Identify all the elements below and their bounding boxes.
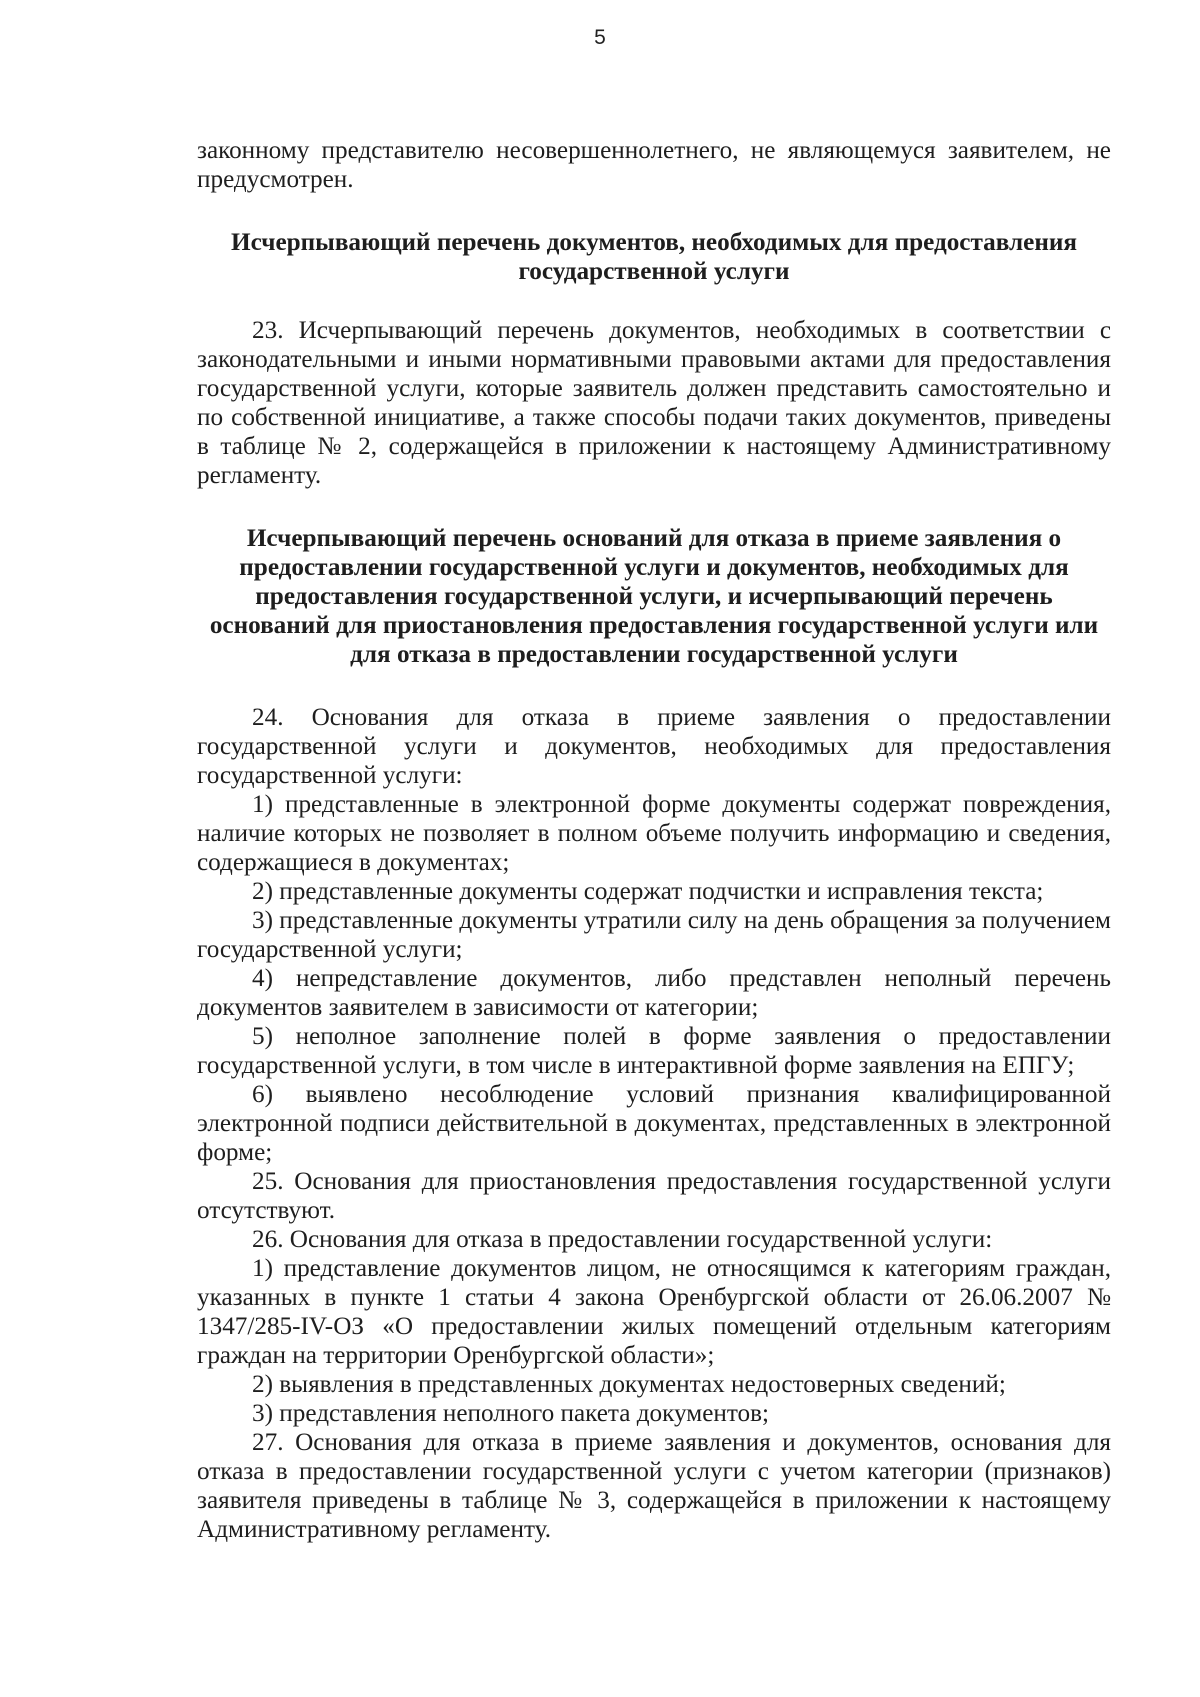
paragraph-25: 25. Основания для приостановления предоставления государственной услуги отсутствуют. bbox=[197, 1168, 1111, 1224]
paragraph-26-item-3: 3) представления неполного пакета документов; bbox=[252, 1400, 770, 1427]
paragraph-26: 26. Основания для отказа в предоставлении государственной услуги: bbox=[252, 1226, 993, 1253]
paragraph-26-item-1: 1) представление документов лицом, не относящимся к категориям граждан, указанных в пункте 1 статьи 4 закона Оренбургской области от 26.06.2007 № 1347/285-IV-ОЗ «О предоставлении жилых помещений отдельным категориям граждан на территории Оренбургской области»; bbox=[197, 1255, 1111, 1369]
paragraph-24-item-2: 2) представленные документы содержат подчистки и исправления текста; bbox=[252, 878, 1044, 905]
paragraph-26-item-2: 2) выявления в представленных документах недостоверных сведений; bbox=[252, 1371, 1006, 1398]
paragraph-24-item-5: 5) неполное заполнение полей в форме заявления о предоставлении государственной услуги, в том числе в интерактивной форме заявления на ЕПГУ; bbox=[197, 1023, 1111, 1079]
paragraph-24: 24. Основания для отказа в приеме заявления о предоставлении государственной услуги и документов, необходимых для предоставления государственной услуги: bbox=[197, 704, 1111, 789]
document-body bbox=[197, 136, 1111, 1544]
paragraph-24-item-6: 6) выявлено несоблюдение условий признания квалифицированной электронной подписи действительной в документах, представленных в электронной форме; bbox=[197, 1081, 1111, 1166]
section-heading-refusal-grounds: Исчерпывающий перечень оснований для отказа в приеме заявления о предоставлении государственной услуги и документов, необходимых для предоставления государственной услуги, и исчерпывающий перечень оснований для приостановления предоставления государственной услуги или для отказа в предоставлении государственной услуги bbox=[209, 525, 1099, 668]
paragraph-23: 23. Исчерпывающий перечень документов, необходимых в соответствии с законодательными и иными нормативными правовыми актами для предоставления государственной услуги, которые заявитель должен представить самостоятельно и по собственной инициативе, а также способы подачи таких документов, приведены в таблице № 2, содержащейся в приложении к настоящему Административному регламенту. bbox=[197, 317, 1111, 489]
intro-paragraph: законному представителю несовершеннолетнего, не являющемуся заявителем, не предусмотрен. bbox=[197, 137, 1111, 193]
paragraph-24-item-1: 1) представленные в электронной форме документы содержат повреждения, наличие которых не позволяет в полном объеме получить информацию и сведения, содержащиеся в документах; bbox=[197, 791, 1111, 876]
paragraph-24-item-4: 4) непредставление документов, либо представлен неполный перечень документов заявителем в зависимости от категории; bbox=[197, 965, 1111, 1021]
paragraph-27: 27. Основания для отказа в приеме заявления и документов, основания для отказа в предоставлении государственной услуги с учетом категории (признаков) заявителя приведены в таблице № 3, содержащейся в приложении к настоящему Административному регламенту. bbox=[197, 1429, 1111, 1543]
section-heading-documents: Исчерпывающий перечень документов, необходимых для предоставления государственной услуги bbox=[230, 229, 1077, 285]
paragraph-24-item-3: 3) представленные документы утратили силу на день обращения за получением государственной услуги; bbox=[197, 907, 1111, 963]
page-number: 5 bbox=[594, 26, 606, 49]
